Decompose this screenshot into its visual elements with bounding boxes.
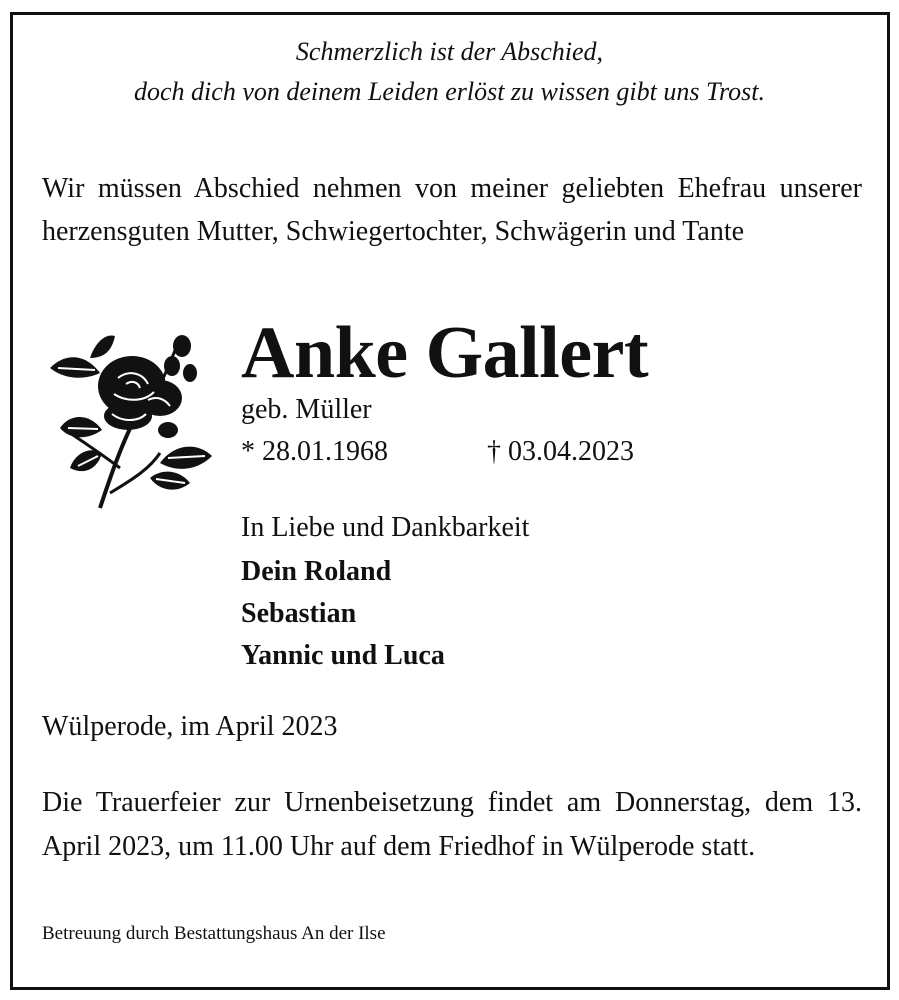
rose-flower-icon [40,318,220,518]
deceased-name: Anke Gallert [241,312,649,394]
motto-line-1: Schmerzlich ist der Abschied, [295,37,604,66]
signer: Sebastian [241,598,357,629]
motto-line-2: doch dich von deinem Leiden erlöst zu wissen gibt uns Trost. [134,77,765,106]
closing-phrase: In Liebe und Dankbarkeit [241,512,530,543]
death-date: † 03.04.2023 [487,436,634,467]
undertaker-note: Betreuung durch Bestattungshaus An der Ilse [42,923,386,944]
place-date: Wülperode, im April 2023 [42,711,338,742]
birth-date: * 28.01.1968 [241,436,388,467]
service-info: Die Trauerfeier zur Urnenbeisetzung findet am Donnerstag, dem 13. April 2023, um 11.00 Uhr auf dem Friedhof in Wülperode statt. [42,787,862,862]
maiden-name: geb. Müller [241,394,372,425]
motto [0,32,899,112]
signers-list [241,551,445,677]
signer: Dein Roland [241,556,392,587]
signer: Yannic und Luca [241,640,445,671]
intro-text: Wir müssen Abschied nehmen von meiner geliebten Ehefrau unserer herzensguten Mutter, Schwiegertochter, Schwägerin und Tante [42,173,862,247]
